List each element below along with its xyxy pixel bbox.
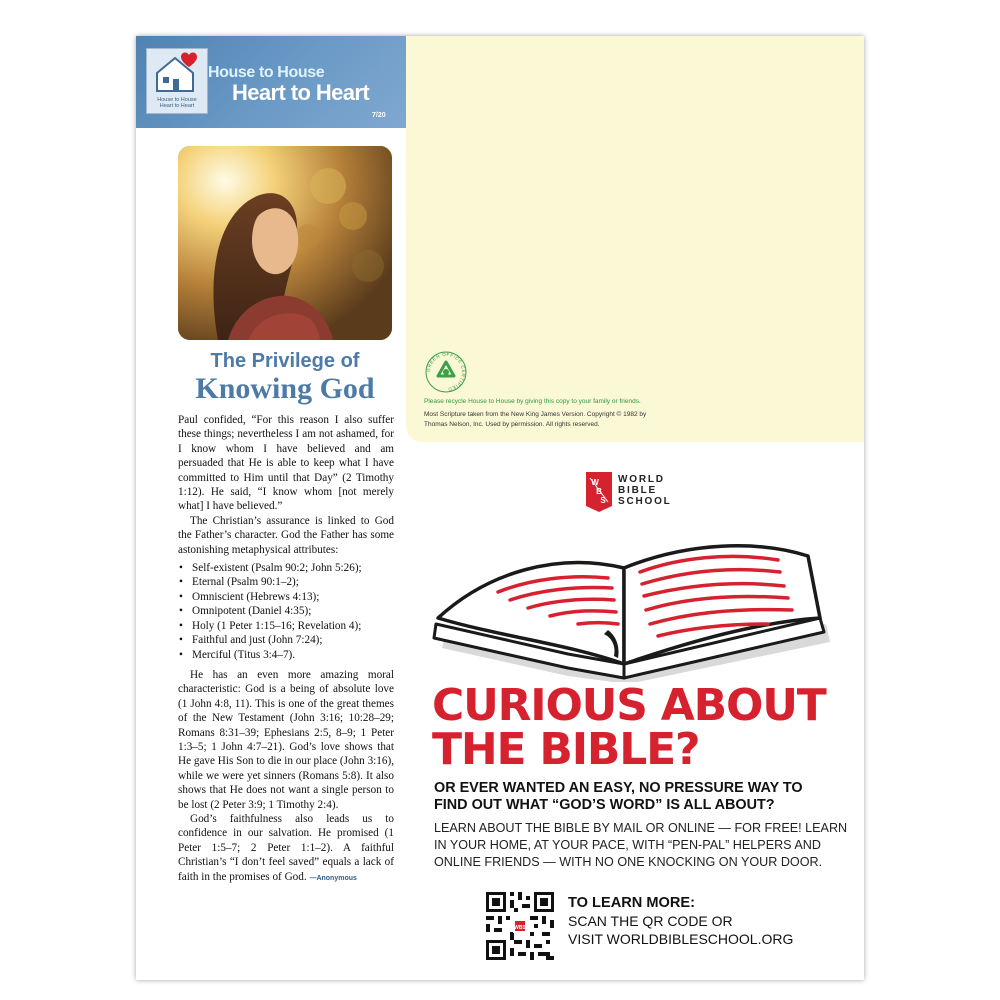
masthead-title-1: House to House bbox=[208, 64, 325, 81]
wbs-wordmark-line-2: BIBLE bbox=[618, 485, 657, 496]
list-item: • Faithful and just (John 7:24); bbox=[188, 633, 394, 647]
list-item: • Self-existent (Psalm 90:2; John 5:26); bbox=[188, 561, 394, 575]
article-paragraph-1: Paul confided, “For this reason I also suffer these things; nevertheless I am not ashamed, for I know whom I have believed and am persuaded that He is able to keep what I have committed to Him until that Day” (2 Timothy 1:12). He said, “I know whom [not merely what] I have believed.” bbox=[178, 414, 394, 513]
wbs-wordmark-line-1: WORLD bbox=[618, 474, 665, 485]
article-author: —Anonymous bbox=[309, 874, 357, 882]
learn-more-link[interactable]: VISIT WORLDBIBLESCHOOL.ORG bbox=[568, 931, 794, 947]
copyright-line-2: Thomas Nelson, Inc. Used by permission. All rights reserved. bbox=[424, 421, 600, 428]
list-item: • Holy (1 Peter 1:15–16; Revelation 4); bbox=[188, 619, 394, 633]
copyright-line-1: Most Scripture taken from the New King James Version. Copyright © 1982 by bbox=[424, 411, 647, 418]
wbs-letter-w: W bbox=[591, 478, 599, 487]
wbs-letter-s: S bbox=[600, 496, 606, 505]
open-bible-icon bbox=[428, 532, 838, 682]
learn-more-line-1: SCAN THE QR CODE OR bbox=[568, 913, 733, 929]
article-paragraph-3: He has an even more amazing moral characteristic: God is a being of absolute love (1 John 4:8, 11). This is one of the great themes of the New Testament (John 3:16; 10:28–29; Romans 8:31–39; Ephesians 2:5, 8–9; 1 Peter 1:3–5; 1 John 4:7–21). God’s love shows that He gave His Son to die in our place (John 3:16), while we were yet sinners (Romans 5:8). It also shows that He does not want a single person to be lost (2 Peter 3:9; 1 Timothy 2:4). bbox=[178, 668, 394, 811]
wbs-wordmark bbox=[618, 474, 672, 507]
article-title-line-2: Knowing God bbox=[195, 372, 375, 405]
woman-photo bbox=[178, 146, 392, 340]
ad-subheadline bbox=[434, 780, 854, 814]
article-paragraph-2: The Christian’s assurance is linked to God the Father’s character. God the Father has some astonishing metaphysical attributes: bbox=[178, 514, 394, 556]
logo-caption-1: House to House bbox=[157, 97, 197, 103]
copyright-notice bbox=[424, 410, 724, 430]
recycle-seal-icon bbox=[424, 350, 468, 394]
house-heart-icon bbox=[149, 49, 205, 95]
ad-body bbox=[434, 820, 864, 871]
address-panel bbox=[406, 36, 864, 442]
ad-subheadline-line-1: OR EVER WANTED AN EASY, NO PRESSURE WAY TO bbox=[434, 780, 803, 796]
ad-headline bbox=[432, 680, 852, 775]
ad-body-line-1: LEARN ABOUT THE BIBLE BY MAIL OR ONLINE — FOR FREE! LEARN bbox=[434, 821, 848, 835]
tract-page bbox=[136, 36, 864, 980]
ad-subheadline-line-2: FIND OUT WHAT “GOD’S WORD” IS ALL ABOUT? bbox=[434, 797, 775, 813]
attribute-list bbox=[178, 561, 394, 662]
masthead bbox=[136, 36, 406, 128]
wbs-logo-icon bbox=[586, 472, 612, 512]
woman-sunlight-image bbox=[178, 146, 392, 340]
issue-date: 7/20 bbox=[372, 112, 386, 119]
ad-headline-line-1: CURIOUS ABOUT bbox=[432, 680, 826, 731]
learn-more-block bbox=[568, 894, 793, 948]
qr-code[interactable] bbox=[486, 892, 554, 960]
ad-body-line-2: IN YOUR HOME, AT YOUR PACE, WITH “PEN-PAL” HELPERS AND bbox=[434, 838, 821, 852]
learn-more-title: TO LEARN MORE: bbox=[568, 895, 696, 911]
ad-body-line-3: ONLINE FRIENDS — WITH NO ONE KNOCKING ON YOUR DOOR. bbox=[434, 855, 823, 869]
wbs-wordmark-line-3: SCHOOL bbox=[618, 496, 672, 507]
masthead-title-2: Heart to Heart bbox=[232, 80, 370, 105]
logo-caption-2: Heart to Heart bbox=[159, 103, 195, 109]
list-item: • Omniscient (Hebrews 4:13); bbox=[188, 590, 394, 604]
article-paragraph-4-text: God’s faithfulness also leads us to confidence in our salvation. He promised (1 Peter 1:5–7; 2 Peter 1:1–2). A faithful Christian’s “I don’t feel saved” equals a lack of faith in the promises of God. bbox=[178, 812, 394, 883]
recycle-note: Please recycle House to House by giving this copy to your family or friends. bbox=[424, 398, 641, 405]
article-body bbox=[178, 413, 394, 886]
list-item: • Merciful (Titus 3:4–7). bbox=[188, 648, 394, 662]
article-title-line-1: The Privilege of bbox=[210, 350, 360, 372]
green-office-seal bbox=[424, 350, 468, 399]
wbs-letter-b: B bbox=[596, 487, 602, 496]
list-item: • Eternal (Psalm 90:1–2); bbox=[188, 575, 394, 589]
qr-center-logo: WBS bbox=[514, 925, 526, 931]
ad-headline-line-2: THE BIBLE? bbox=[432, 724, 700, 775]
list-item: • Omnipotent (Daniel 4:35); bbox=[188, 604, 394, 618]
seal-label: GREEN OFFICE CERTIFIED bbox=[425, 351, 467, 392]
house-heart-logo bbox=[146, 48, 208, 114]
article-paragraph-4 bbox=[178, 812, 394, 886]
